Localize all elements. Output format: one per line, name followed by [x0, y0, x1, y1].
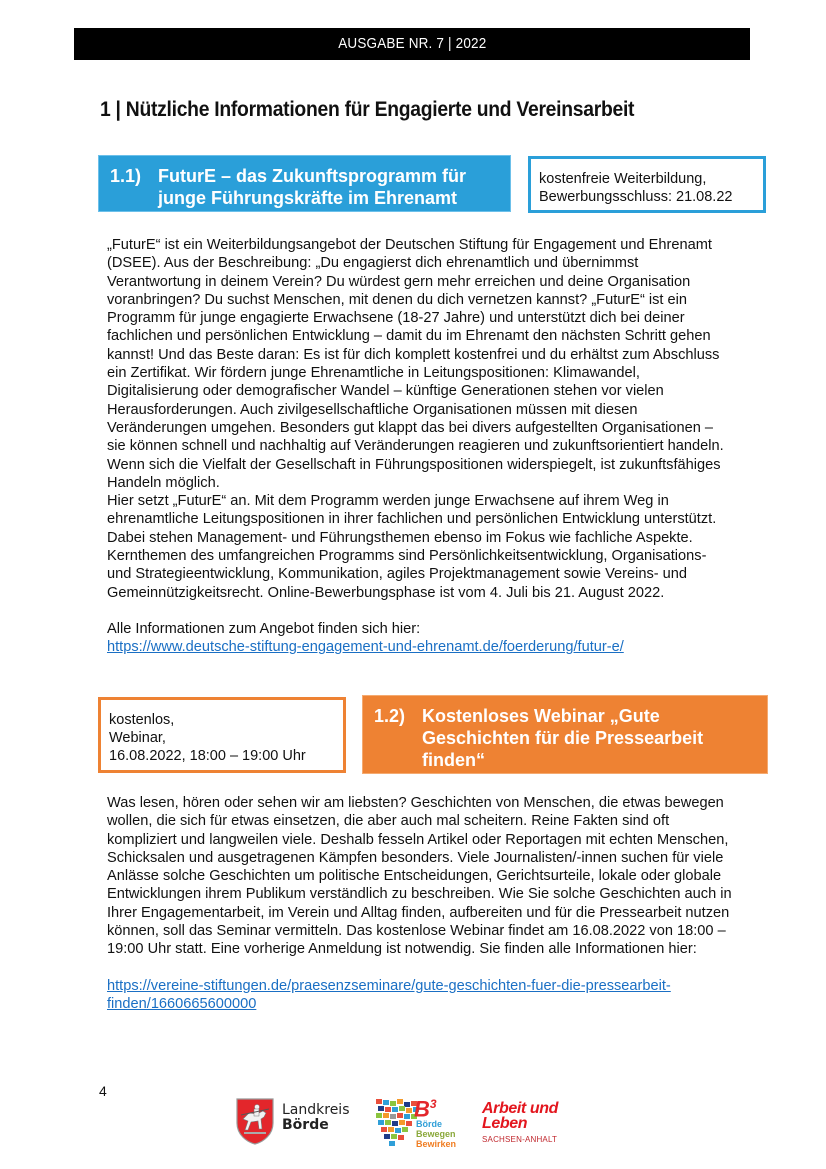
- b3-sup: 3: [429, 1097, 437, 1111]
- section-1-2-heading: [362, 695, 768, 774]
- link-intro: Alle Informationen zum Angebot finden sich hier:: [107, 620, 421, 637]
- aul-line3: SACHSEN-ANHALT: [482, 1135, 558, 1144]
- info-line: Webinar,: [109, 730, 166, 746]
- page-title: 1 | Nützliche Informationen für Engagierte und Vereinsarbeit: [100, 98, 635, 121]
- page-number: 4: [99, 1083, 107, 1099]
- futur-e-link[interactable]: https://www.deutsche-stiftung-engagement-und-ehrenamt.de/foerderung/futur-e/: [107, 639, 624, 656]
- body-paragraph: Was lesen, hören oder sehen wir am liebsten? Geschichten von Menschen, die etwas bewegen wollen, die sich für etwas einsetzen, die aber auch mal scheitern. Reine Fakten sind oft kompliziert und langweilen viele. Deshalb fesseln Artikel oder Reportagen mit echten Menschen, Schicksalen und ausgetragenen Kämpfen besonders. Viele Journalisten/-innen suchen für viele Anlässe solche Geschichten um politische Entscheidungen, Gerichtsurteile, lokale oder globale Entwicklungen ihrem Publikum verständlich zu beschreiben. Wie Sie solche Geschichten auch in Ihrer Engagementarbeit, im Verein und Alltag finden, aufbereiten und für die Pressearbeit nutzen können, soll das Seminar vermitteln. Das kostenlose Webinar findet am 16.08.2022 von 18:00 – 19:00 Uhr statt. Eine vorherige Anmeldung ist notwendig. Sie finden alle Informationen hier:: [107, 795, 732, 958]
- arbeit-und-leben-logo: [482, 1101, 582, 1147]
- section-title-line: Kostenloses Webinar „Gute: [422, 706, 660, 726]
- issue-label: AUSGABE NR. 7 | 2022: [337, 35, 487, 52]
- section-number: 1.1): [110, 166, 142, 186]
- landkreis-line2: Börde: [282, 1117, 329, 1133]
- section-1-1-body: [107, 236, 772, 657]
- section-title-line: finden“: [422, 750, 485, 770]
- info-line: 16.08.2022, 18:00 – 19:00 Uhr: [109, 748, 306, 764]
- b3-line2: Bewegen: [416, 1129, 456, 1139]
- section-number: 1.2): [374, 706, 406, 726]
- section-title-line: junge Führungskräfte im Ehrenamt: [158, 188, 458, 208]
- b3-boerde-logo: [372, 1095, 467, 1151]
- b3-mark: B: [414, 1096, 430, 1122]
- body-paragraph: „FuturE“ ist ein Weiterbildungsangebot der Deutschen Stiftung für Engagement und Ehrenamt (DSEE). Aus der Beschreibung: „Du engagierst dich ehrenamtlich und übernimmst Verantwortung in deinem Verein? Du würdest gern mehr erreichen und deine Organisation voranbringen? Du suchst Menschen, mit denen du dich vernetzen kannst? „FuturE“ ist ein Programm für junge engagierte Erwachsene (18-27 Jahre) und unterstützt dich bei deiner fachlichen und persönlichen Entwicklung – damit du im Ehrenamt den nächsten Schritt gehen kannst! Und das Beste daran: Es ist für dich komplett kostenfrei und du erhältst zum Abschluss ein Zertifikat. Wir fördern junge Ehrenamtliche in Leitungspositionen: Klimawandel, Digitalisierung oder demografischer Wandel – künftige Generationen stehen vor vielen Herausforderungen. Auch zivilgesellschaftliche Organisationen müssen mit diesen Veränderungen umgehen. Besonders gut klappt das bei divers aufgestellten Organisationen – sie können schnell und nachhaltig auf Veränderungen reagieren und zukunftsorientiert handeln. Wenn sich die Vielfalt der Gesellschaft in Führungspositionen widerspiegelt, ist zukunftsfähiges Handeln möglich. Hier setzt „FuturE“ an. Mit dem Programm werden junge Erwachsene auf ihrem Weg in ehrenamtliche Leitungspositionen in ihrer fachlichen und persönlichen Entwicklung unterstützt. Dabei stehen Management- und Führungsthemen ebenso im Fokus wie fachliche Aspekte. Kernthemen des umfangreichen Programms sind Persönlichkeitsentwicklung, Organisations- und Strategieentwicklung, Kommunikation, agiles Projektmanagement sowie Vereins- und Gemeinnützigkeitsrecht. Online-Bewerbungsphase ist vom 4. Juli bis 21. August 2022.: [107, 237, 724, 601]
- b3-line3: Bewirken: [416, 1139, 457, 1149]
- landkreis-line1: Landkreis: [282, 1102, 350, 1118]
- info-line: Bewerbungsschluss: 21.08.22: [539, 189, 733, 205]
- webinar-link-cont[interactable]: finden/1660665600000: [107, 995, 257, 1012]
- b3-line1: Börde: [416, 1119, 443, 1129]
- link-paragraph: [107, 620, 772, 657]
- link-paragraph: [107, 977, 772, 1014]
- section-1-2-body: [107, 794, 772, 1013]
- coat-of-arms-icon: [235, 1097, 275, 1145]
- aul-line1: Arbeit und: [482, 1100, 558, 1117]
- section-1-2-info-box: [98, 697, 346, 773]
- issue-header-bar: [74, 28, 750, 60]
- landkreis-boerde-logo: [235, 1095, 355, 1147]
- section-title-line: Geschichten für die Pressearbeit: [422, 728, 704, 748]
- info-line: kostenfreie Weiterbildung,: [539, 171, 707, 187]
- webinar-link[interactable]: https://vereine-stiftungen.de/praesenzseminare/gute-geschichten-fuer-die-pressearbeit-: [107, 977, 671, 994]
- info-line: kostenlos,: [109, 712, 175, 728]
- section-1-1-heading: [98, 155, 511, 212]
- section-1-1-info-box: [528, 156, 766, 213]
- section-title-line: FuturE – das Zukunftsprogramm für: [158, 166, 467, 186]
- aul-line2: Leben: [482, 1115, 528, 1132]
